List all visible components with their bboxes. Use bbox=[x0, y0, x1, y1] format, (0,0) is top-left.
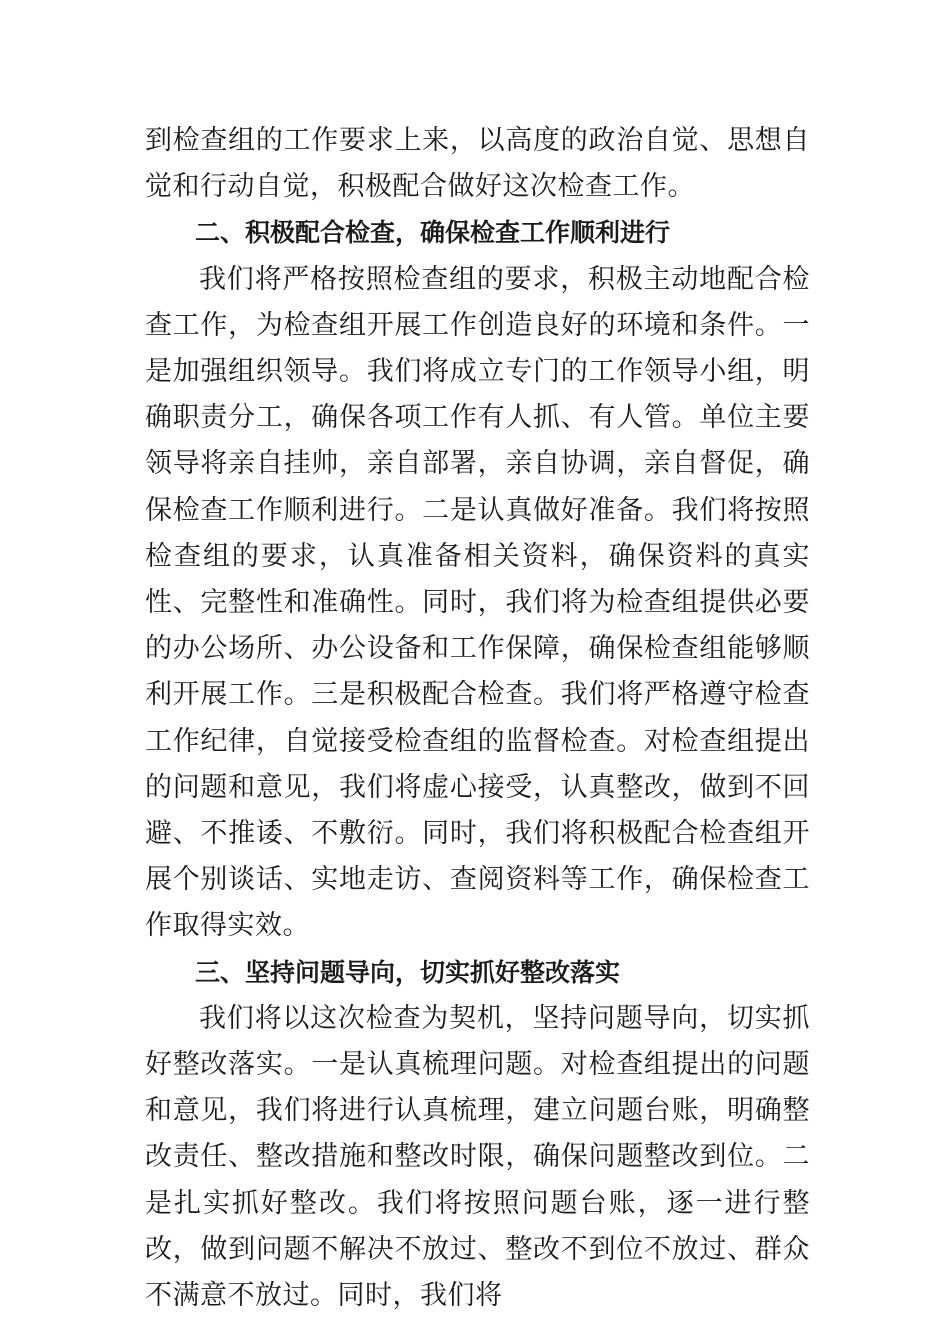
section-2-paragraph: 我们将严格按照检查组的要求，积极主动地配合检查工作，为检查组开展工作创造良好的环境和条件。一是加强组织领导。我们将成立专门的工作领导小组，明确职责分工，确保各项工作有人抓、有人管。单位主要领导将亲自挂帅，亲自部署，亲自协调，亲自督促，确保检查工作顺利进行。二是认真做好准备。我们将按照检查组的要求，认真准备相关资料，确保资料的真实性、完整性和准确性。同时，我们将为检查组提供必要的办公场所、办公设备和工作保障，确保检查组能够顺利开展工作。三是积极配合检查。我们将严格遵守检查工作纪律，自觉接受检查组的监督检查。对检查组提出的问题和意见，我们将虚心接受，认真整改，做到不回避、不推诿、不敷衍。同时，我们将积极配合检查组开展个别谈话、实地走访、查阅资料等工作，确保检查工作取得实效。 bbox=[145, 263, 810, 942]
section-3-paragraph: 我们将以这次检查为契机，坚持问题导向，切实抓好整改落实。一是认真梳理问题。对检查组提出的问题和意见，我们将进行认真梳理，建立问题台账，明确整改责任、整改措施和整改时限，确保问题整改到位。二是扎实抓好整改。我们将按照问题台账，逐一进行整改，做到问题不解决不放过、整改不到位不放过、群众不满意不放过。同时，我们将 bbox=[145, 1002, 810, 1312]
document-body bbox=[145, 118, 810, 1319]
section-heading-3: 三、坚持问题导向，切实抓好整改落实 bbox=[195, 957, 621, 987]
section-heading-2: 二、积极配合检查，确保检查工作顺利进行 bbox=[195, 218, 671, 248]
continuation-paragraph: 到检查组的工作要求上来，以高度的政治自觉、思想自觉和行动自觉，积极配合做好这次检查工作。 bbox=[145, 125, 810, 203]
